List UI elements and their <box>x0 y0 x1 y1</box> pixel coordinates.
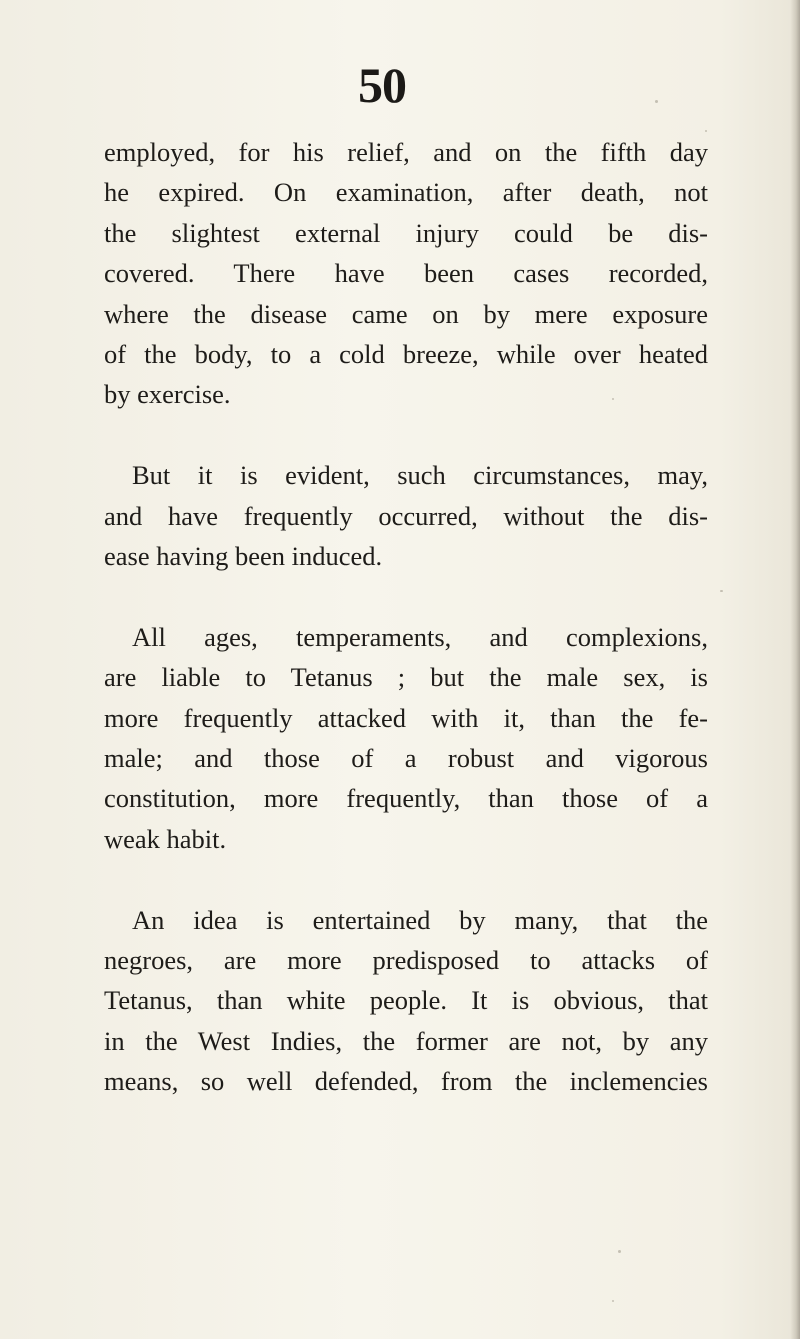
paragraph-4 <box>104 900 708 1102</box>
text-line: he expired. On examination, after death, not <box>104 177 708 208</box>
text-line: and have frequently occurred, without the dis- <box>104 500 708 531</box>
body-text <box>104 132 708 1102</box>
text-line: Tetanus, than white people. It is obvious, that <box>104 985 708 1016</box>
page-number: 50 <box>358 57 406 113</box>
text-line: by exercise. <box>104 379 231 410</box>
text-line: weak habit. <box>104 823 227 854</box>
text-line: of the body, to a cold breeze, while over heated <box>104 339 708 370</box>
paragraph-3 <box>104 617 708 859</box>
text-line: All ages, temperaments, and complexions, <box>132 621 708 652</box>
paragraph-2 <box>104 455 708 576</box>
text-line: in the West Indies, the former are not, by any <box>104 1025 708 1056</box>
text-line: are liable to Tetanus ; but the male sex, is <box>104 662 708 693</box>
paper-speck <box>705 130 707 132</box>
paragraph-1 <box>104 132 708 415</box>
paper-speck <box>612 398 614 400</box>
text-line: where the disease came on by mere exposure <box>104 298 708 329</box>
paper-speck <box>655 100 658 103</box>
text-line: But it is evident, such circumstances, may, <box>132 460 708 491</box>
text-line: employed, for his relief, and on the fifth day <box>104 137 708 167</box>
paper-speck <box>618 1250 621 1253</box>
text-line: negroes, are more predisposed to attacks of <box>104 945 708 976</box>
text-line: male; and those of a robust and vigorous <box>104 743 708 774</box>
text-line: means, so well defended, from the inclemencies <box>104 1066 708 1097</box>
text-line: more frequently attacked with it, than the fe- <box>104 702 708 733</box>
text-line: constitution, more frequently, than those of a <box>104 783 708 814</box>
paper-speck <box>720 590 723 592</box>
paper-speck <box>612 1300 614 1302</box>
text-line: the slightest external injury could be dis- <box>104 217 708 248</box>
text-line: ease having been induced. <box>104 541 383 572</box>
text-line: covered. There have been cases recorded, <box>104 258 708 289</box>
text-line: An idea is entertained by many, that the <box>132 904 708 935</box>
page-edge-shadow <box>790 0 800 1339</box>
